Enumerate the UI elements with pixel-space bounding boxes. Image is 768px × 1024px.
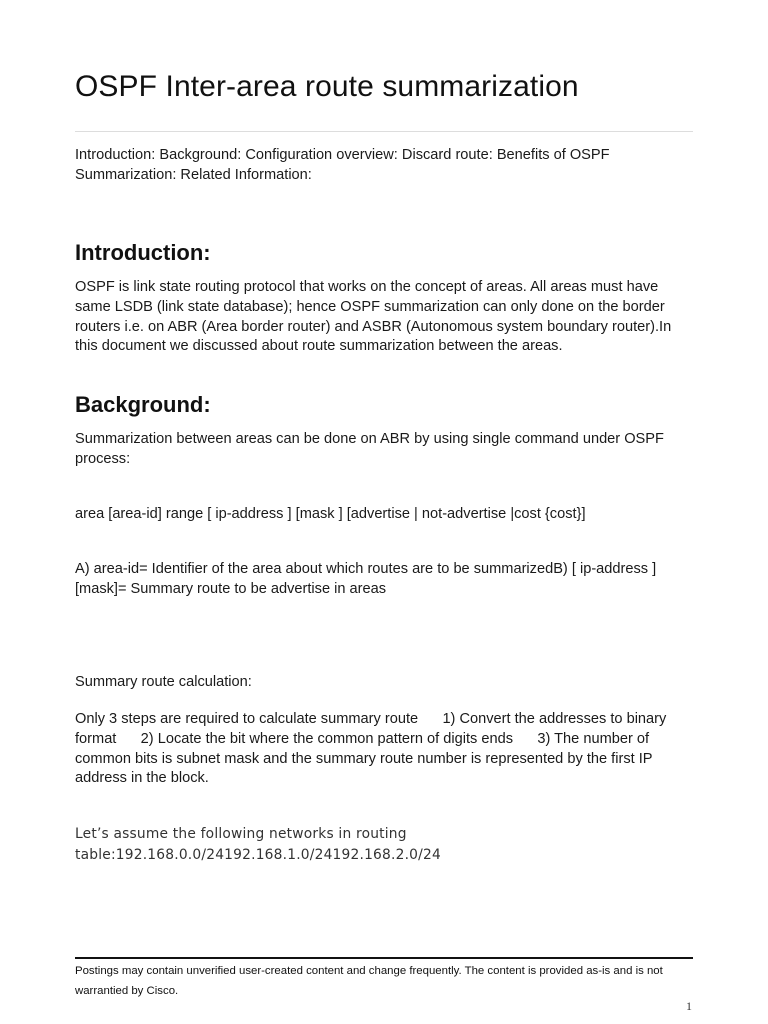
networks-note: Let’s assume the following networks in routing table:192.168.0.0/24192.168.1.0/24192.168.2.0/24 [75,826,441,863]
range-command: area [area-id] range [ ip-address ] [mask ] [advertise | not-advertise |cost {cost}] [75,506,586,522]
background-body: Summarization between areas can be done on ABR by using single command under OSPF process: [75,431,664,467]
summary-calc-steps: Only 3 steps are required to calculate summary route 1) Convert the addresses to binary format 2) Locate the bit where the common pattern of digits ends 3) The number of common bits is subnet mask and the summary route number is represented by the first IP address in the block. [75,711,671,787]
background-heading: Background: [75,392,211,417]
introduction-body: OSPF is link state routing protocol that works on the concept of areas. All areas must have same LSDB (link state database); hence OSPF summarization can only done on the border routers i.e. on ABR (Area border router) and ASBR (Autonomous system boundary router).In this document we discussed about route summarization between the areas. [75,279,672,355]
footer-divider [75,957,693,959]
page-number: 1 [686,999,692,1013]
table-of-contents: Introduction: Background: Configuration overview: Discard route: Benefits of OSPF Summarization: Related Information: [75,147,610,183]
page-title: OSPF Inter-area route summarization [75,70,579,103]
footer-disclaimer: Postings may contain unverified user-created content and change frequently. The content is provided as-is and is not warrantied by Cisco. [75,965,663,997]
summary-calc-label: Summary route calculation: [75,674,252,690]
command-definitions: A) area-id= Identifier of the area about which routes are to be summarizedB) [ ip-address ] [mask]= Summary route to be advertise in areas [75,561,657,597]
introduction-heading: Introduction: [75,240,211,265]
title-divider [75,131,693,132]
